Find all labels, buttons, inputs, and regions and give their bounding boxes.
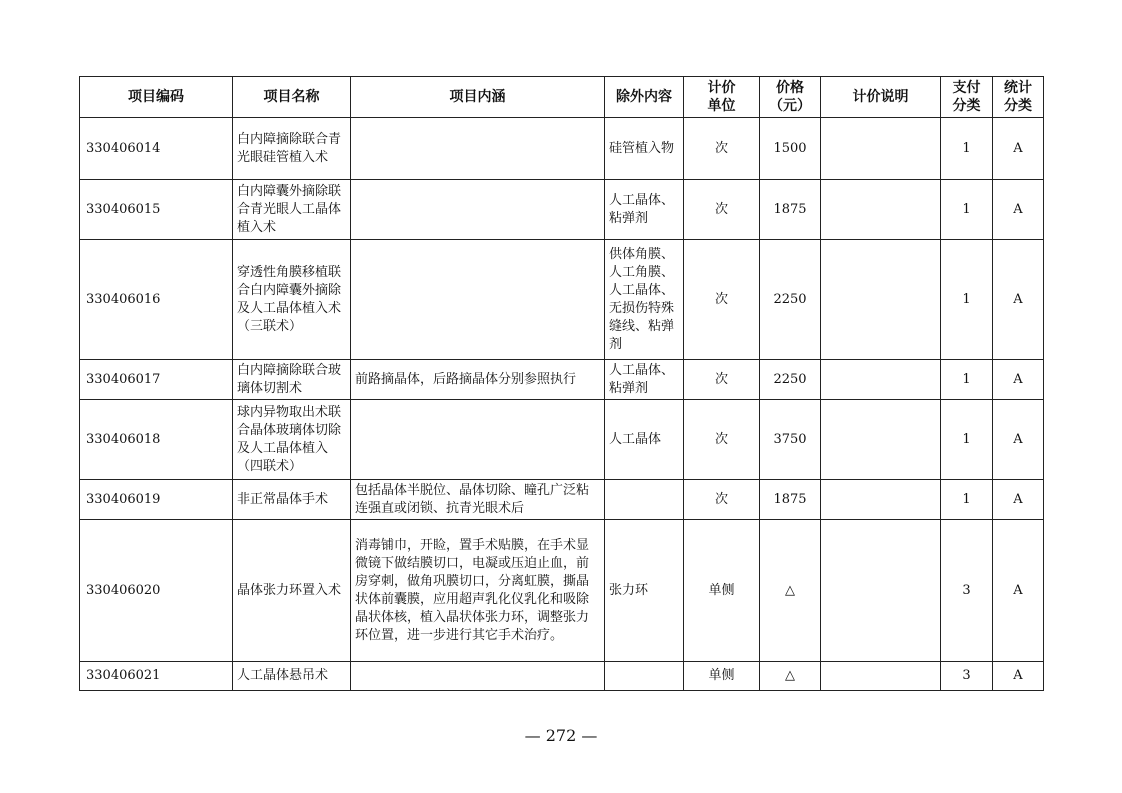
header-note xyxy=(821,77,941,118)
header-text-line: （元） xyxy=(769,98,811,114)
header-unit xyxy=(684,77,760,118)
cell-excluded xyxy=(605,662,684,691)
table-row xyxy=(80,520,1044,662)
header-excluded xyxy=(605,77,684,118)
cell-content xyxy=(351,180,605,240)
cell-note xyxy=(821,118,941,180)
cell-stat-class: A xyxy=(993,400,1044,480)
table-row xyxy=(80,480,1044,520)
cell-pay-class: 3 xyxy=(941,662,993,691)
cell-content xyxy=(351,118,605,180)
cell-price: 2250 xyxy=(760,360,821,400)
cell-price: 2250 xyxy=(760,240,821,360)
cell-code: 330406021 xyxy=(80,662,233,691)
cell-excluded: 张力环 xyxy=(605,520,684,662)
header-text-line: 分类 xyxy=(952,98,981,114)
table-row xyxy=(80,662,1044,691)
cell-excluded xyxy=(605,480,684,520)
header-pay-class xyxy=(941,77,993,118)
cell-price: △ xyxy=(760,662,821,691)
table-body xyxy=(80,118,1044,691)
table-row xyxy=(80,400,1044,480)
cell-code: 330406017 xyxy=(80,360,233,400)
cell-code: 330406019 xyxy=(80,480,233,520)
cell-stat-class: A xyxy=(993,240,1044,360)
cell-content xyxy=(351,240,605,360)
cell-code: 330406014 xyxy=(80,118,233,180)
cell-price: △ xyxy=(760,520,821,662)
cell-stat-class: A xyxy=(993,180,1044,240)
cell-pay-class: 1 xyxy=(941,400,993,480)
cell-code: 330406020 xyxy=(80,520,233,662)
cell-pay-class: 3 xyxy=(941,520,993,662)
cell-name: 穿透性角膜移植联合白内障囊外摘除及人工晶体植入术（三联术） xyxy=(233,240,351,360)
header-text-line: 除外内容 xyxy=(616,89,672,105)
table-row xyxy=(80,118,1044,180)
cell-unit: 单侧 xyxy=(684,662,760,691)
header-text-line: 计价 xyxy=(707,80,736,96)
cell-price: 1500 xyxy=(760,118,821,180)
cell-excluded: 硅管植入物 xyxy=(605,118,684,180)
cell-name: 球内异物取出术联合晶体玻璃体切除及人工晶体植入（四联术） xyxy=(233,400,351,480)
cell-unit: 次 xyxy=(684,240,760,360)
cell-name: 晶体张力环置入术 xyxy=(233,520,351,662)
table-row xyxy=(80,240,1044,360)
cell-code: 330406015 xyxy=(80,180,233,240)
cell-content: 包括晶体半脱位、晶体切除、瞳孔广泛粘连强直或闭锁、抗青光眼术后 xyxy=(351,480,605,520)
page-number: — 272 — xyxy=(524,726,598,745)
cell-code: 330406018 xyxy=(80,400,233,480)
cell-name: 白内障摘除联合玻璃体切割术 xyxy=(233,360,351,400)
table-header-row xyxy=(80,77,1044,118)
cell-excluded: 供体角膜、人工角膜、人工晶体、无损伤特殊缝线、粘弹剂 xyxy=(605,240,684,360)
cell-name: 人工晶体悬吊术 xyxy=(233,662,351,691)
header-text-line: 价格 xyxy=(776,80,804,96)
cell-note xyxy=(821,240,941,360)
header-price xyxy=(760,77,821,118)
cell-stat-class: A xyxy=(993,360,1044,400)
cell-pay-class: 1 xyxy=(941,240,993,360)
header-content xyxy=(351,77,605,118)
header-code xyxy=(80,77,233,118)
cell-stat-class: A xyxy=(993,118,1044,180)
header-text-line: 项目编码 xyxy=(128,89,184,105)
header-text-line: 单位 xyxy=(707,98,736,114)
cell-unit: 次 xyxy=(684,480,760,520)
cell-content: 前路摘晶体，后路摘晶体分别参照执行 xyxy=(351,360,605,400)
header-stat-class xyxy=(993,77,1044,118)
cell-note xyxy=(821,480,941,520)
cell-pay-class: 1 xyxy=(941,360,993,400)
cell-unit: 次 xyxy=(684,360,760,400)
table-row xyxy=(80,180,1044,240)
cell-stat-class: A xyxy=(993,480,1044,520)
cell-price: 1875 xyxy=(760,480,821,520)
cell-stat-class: A xyxy=(993,520,1044,662)
cell-unit: 单侧 xyxy=(684,520,760,662)
cell-name: 白内障摘除联合青光眼硅管植入术 xyxy=(233,118,351,180)
cell-name: 白内障囊外摘除联合青光眼人工晶体植入术 xyxy=(233,180,351,240)
cell-note xyxy=(821,520,941,662)
header-text-line: 统计 xyxy=(1004,80,1032,96)
table-row xyxy=(80,360,1044,400)
cell-stat-class: A xyxy=(993,662,1044,691)
header-text-line: 项目名称 xyxy=(263,89,320,105)
cell-content: 消毒铺巾，开睑，置手术贴膜，在手术显微镜下做结膜切口，电凝或压迫止血，前房穿刺，做角巩膜切口，分离虹膜，撕晶状体前囊膜，应用超声乳化仪乳化和吸除晶状体核，植入晶状体张力环，调整张力环位置，进一步进行其它手术治疗。 xyxy=(351,520,605,662)
cell-pay-class: 1 xyxy=(941,118,993,180)
cell-unit: 次 xyxy=(684,118,760,180)
cell-unit: 次 xyxy=(684,180,760,240)
price-table xyxy=(79,76,1044,691)
header-text-line: 项目内涵 xyxy=(449,89,506,105)
header-text-line: 计价说明 xyxy=(852,89,909,105)
cell-pay-class: 1 xyxy=(941,480,993,520)
cell-excluded: 人工晶体、粘弹剂 xyxy=(605,180,684,240)
header-name xyxy=(233,77,351,118)
header-text-line: 支付 xyxy=(952,80,981,96)
cell-name: 非正常晶体手术 xyxy=(233,480,351,520)
cell-content xyxy=(351,400,605,480)
cell-excluded: 人工晶体、粘弹剂 xyxy=(605,360,684,400)
cell-note xyxy=(821,180,941,240)
cell-price: 1875 xyxy=(760,180,821,240)
header-text-line: 分类 xyxy=(1004,98,1032,114)
cell-pay-class: 1 xyxy=(941,180,993,240)
cell-content xyxy=(351,662,605,691)
cell-excluded: 人工晶体 xyxy=(605,400,684,480)
cell-note xyxy=(821,360,941,400)
cell-unit: 次 xyxy=(684,400,760,480)
cell-note xyxy=(821,662,941,691)
cell-note xyxy=(821,400,941,480)
cell-price: 3750 xyxy=(760,400,821,480)
cell-code: 330406016 xyxy=(80,240,233,360)
